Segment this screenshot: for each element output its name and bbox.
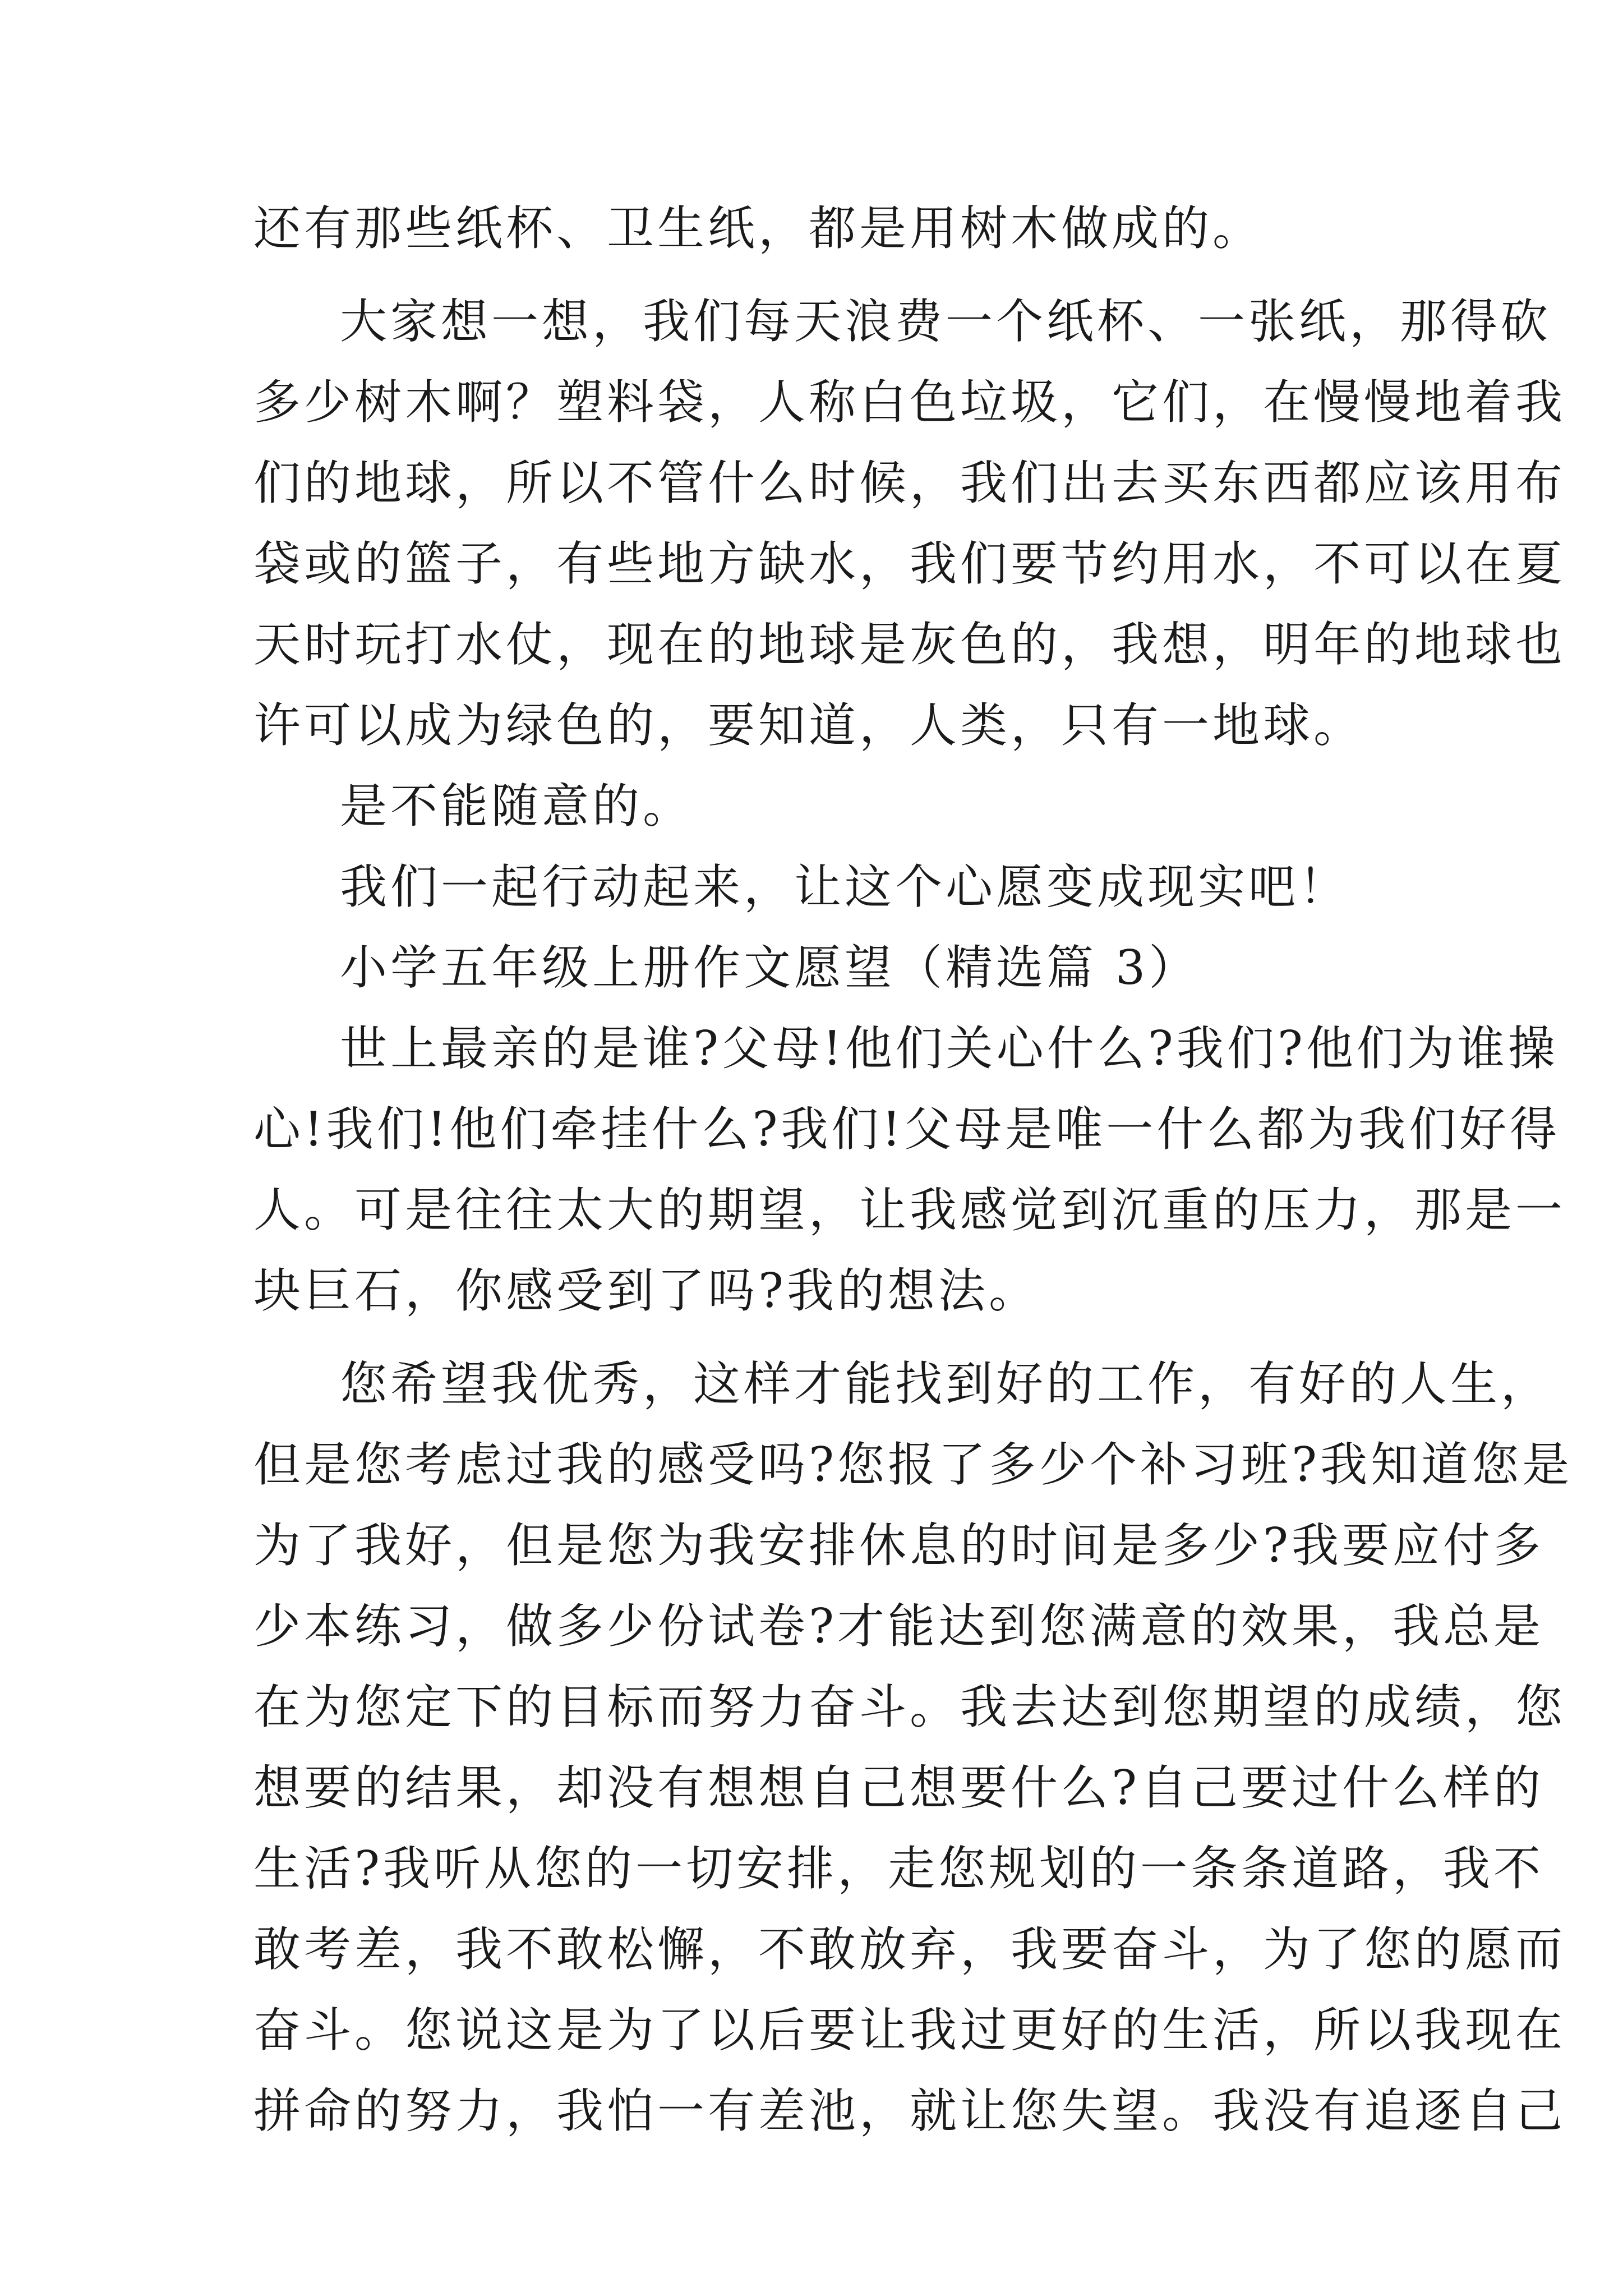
- essay-text: [253, 188, 1573, 2151]
- text-line: 拼命的努力，我怕一有差池，就让您失望。我没有追逐自己: [253, 2083, 1566, 2138]
- text-line: 为了我好，但是您为我安排休息的时间是多少?我要应付多: [253, 1518, 1544, 1573]
- text-line: 还有那些纸杯、卫生纸，都是用树木做成的。: [253, 201, 1264, 256]
- text-line: 您希望我优秀，这样才能找到好的工作，有好的人生，: [340, 1356, 1552, 1411]
- text-line: 袋或的篮子，有些地方缺水，我们要节约用水，不可以在夏: [253, 536, 1566, 591]
- section-title: 小学五年级上册作文愿望（精选篇 3）: [340, 940, 1200, 995]
- text-line: 在为您定下的目标而努力奋斗。我去达到您期望的成绩，您: [253, 1680, 1566, 1734]
- text-line: 许可以成为绿色的，要知道，人类，只有一地球。: [253, 698, 1364, 753]
- text-line: 敢考差，我不敢松懈，不敢放弃，我要奋斗，为了您的愿而: [253, 1922, 1566, 1977]
- text-line: 心!我们!他们牵挂什么?我们!父母是唯一什么都为我们好得: [253, 1102, 1561, 1157]
- text-line: 是不能随意的。: [340, 779, 694, 834]
- text-line: 人。可是往往太大的期望，让我感觉到沉重的压力，那是一: [253, 1182, 1566, 1237]
- text-line: 块巨石，你感受到了吗?我的想法。: [253, 1263, 1040, 1318]
- text-line: 但是您考虑过我的感受吗?您报了多少个补习班?我知道您是: [253, 1437, 1573, 1492]
- text-line: 多少树木啊？塑料袋，人称白色垃圾，它们，在慢慢地着我: [253, 375, 1566, 430]
- text-line: 们的地球，所以不管什么时候，我们出去买东西都应该用布: [253, 455, 1566, 510]
- text-line: 奋斗。您说这是为了以后要让我过更好的生活，所以我现在: [253, 2003, 1566, 2058]
- text-line: 天时玩打水仗，现在的地球是灰色的，我想，明年的地球也: [253, 617, 1566, 672]
- text-line: 世上最亲的是谁?父母!他们关心什么?我们?他们为谁操: [340, 1021, 1559, 1076]
- text-line: 少本练习，做多少份试卷?才能达到您满意的效果，我总是: [253, 1599, 1544, 1654]
- text-line: 想要的结果，却没有想想自己想要什么?自己要过什么样的: [253, 1760, 1544, 1815]
- text-line: 我们一起行动起来，让这个心愿变成现实吧！: [340, 859, 1350, 914]
- text-line: 生活?我听从您的一切安排，走您规划的一条条道路，我不: [253, 1841, 1544, 1896]
- text-line: 大家想一想，我们每天浪费一个纸杯、一张纸，那得砍: [340, 294, 1552, 349]
